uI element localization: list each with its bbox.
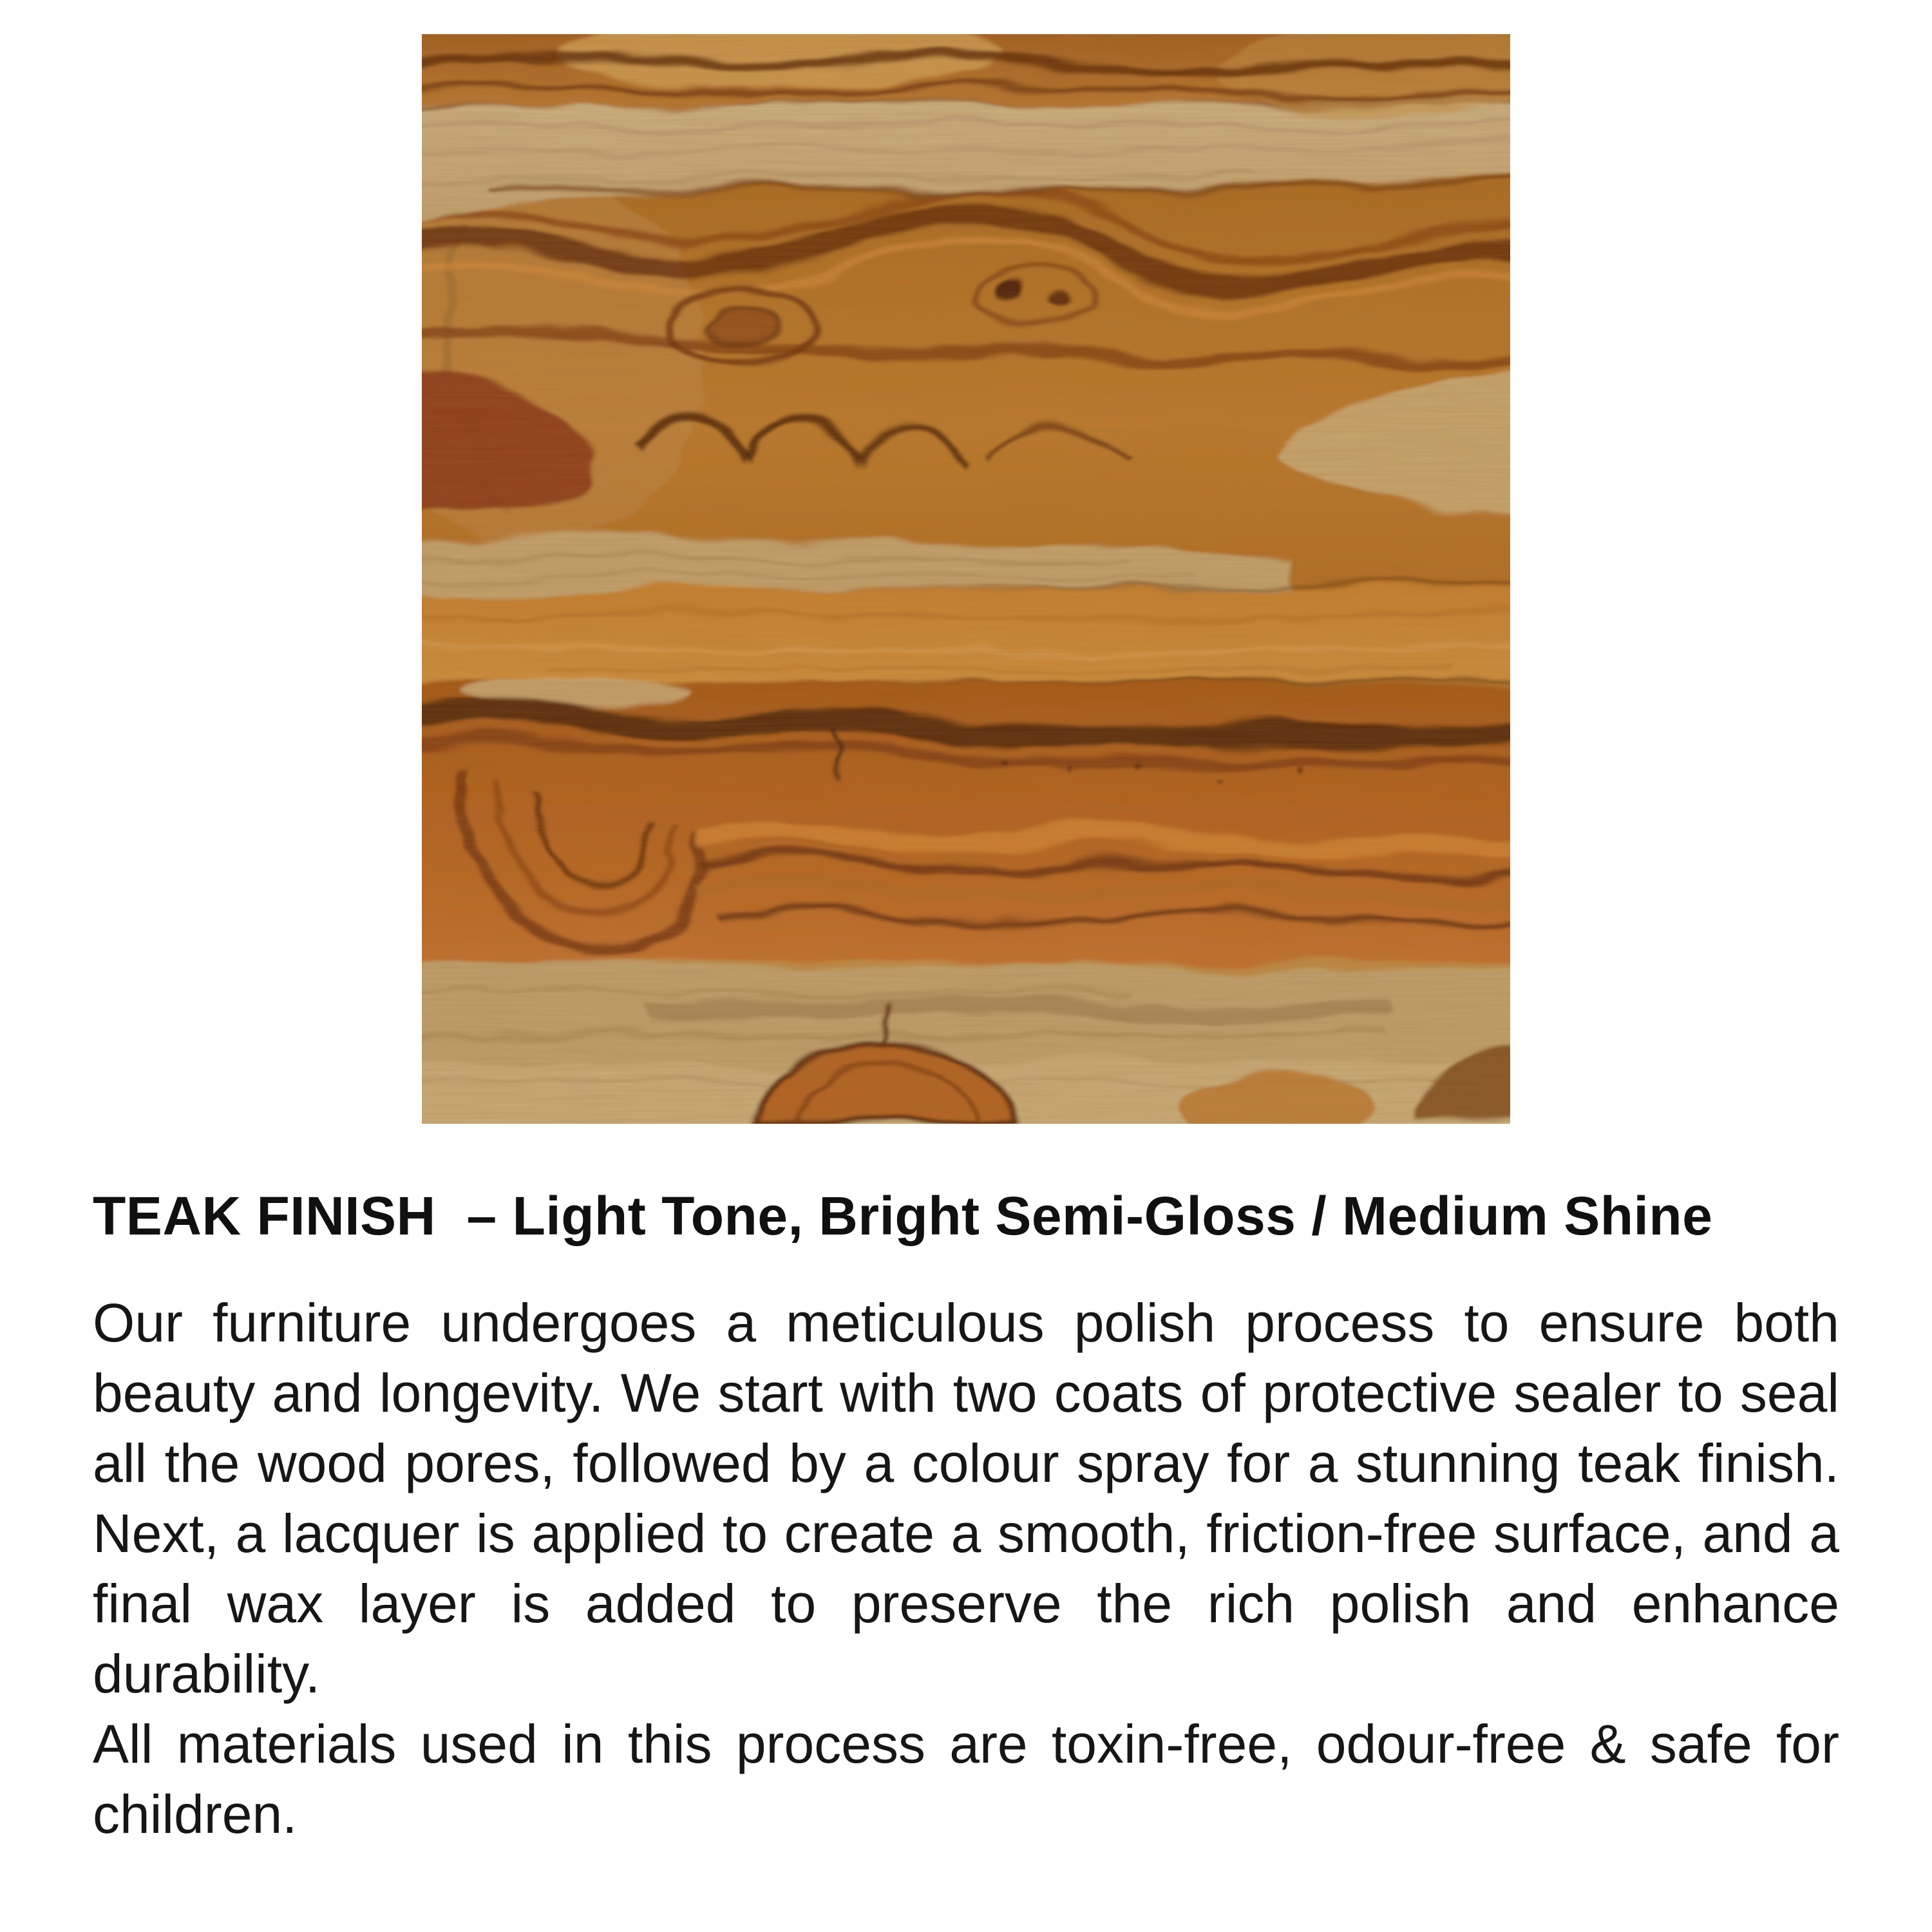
description-line: all the wood pores, followed by a colour spray for a stunning teak finish.	[93, 1433, 1839, 1493]
description-line: beauty and longevity. We start with two coats of protective sealer to seal	[93, 1363, 1839, 1423]
description-line: Our furniture undergoes a meticulous polish process to ensure both	[93, 1293, 1839, 1353]
wood-finish-photo	[422, 34, 1510, 1124]
teak-wood-texture-image	[422, 34, 1510, 1124]
description-line: durability.	[93, 1643, 321, 1704]
finish-title: TEAK FINISH – Light Tone, Bright Semi-Gloss / Medium Shine	[93, 1186, 1713, 1246]
description-line: Next, a lacquer is applied to create a smooth, friction-free surface, and a	[93, 1503, 1839, 1564]
description-line: All materials used in this process are toxin-free, odour-free & safe for	[93, 1714, 1839, 1774]
description-line: children.	[93, 1784, 298, 1844]
finish-description	[93, 1288, 1839, 1850]
description-line: final wax layer is added to preserve the rich polish and enhance	[93, 1573, 1839, 1634]
